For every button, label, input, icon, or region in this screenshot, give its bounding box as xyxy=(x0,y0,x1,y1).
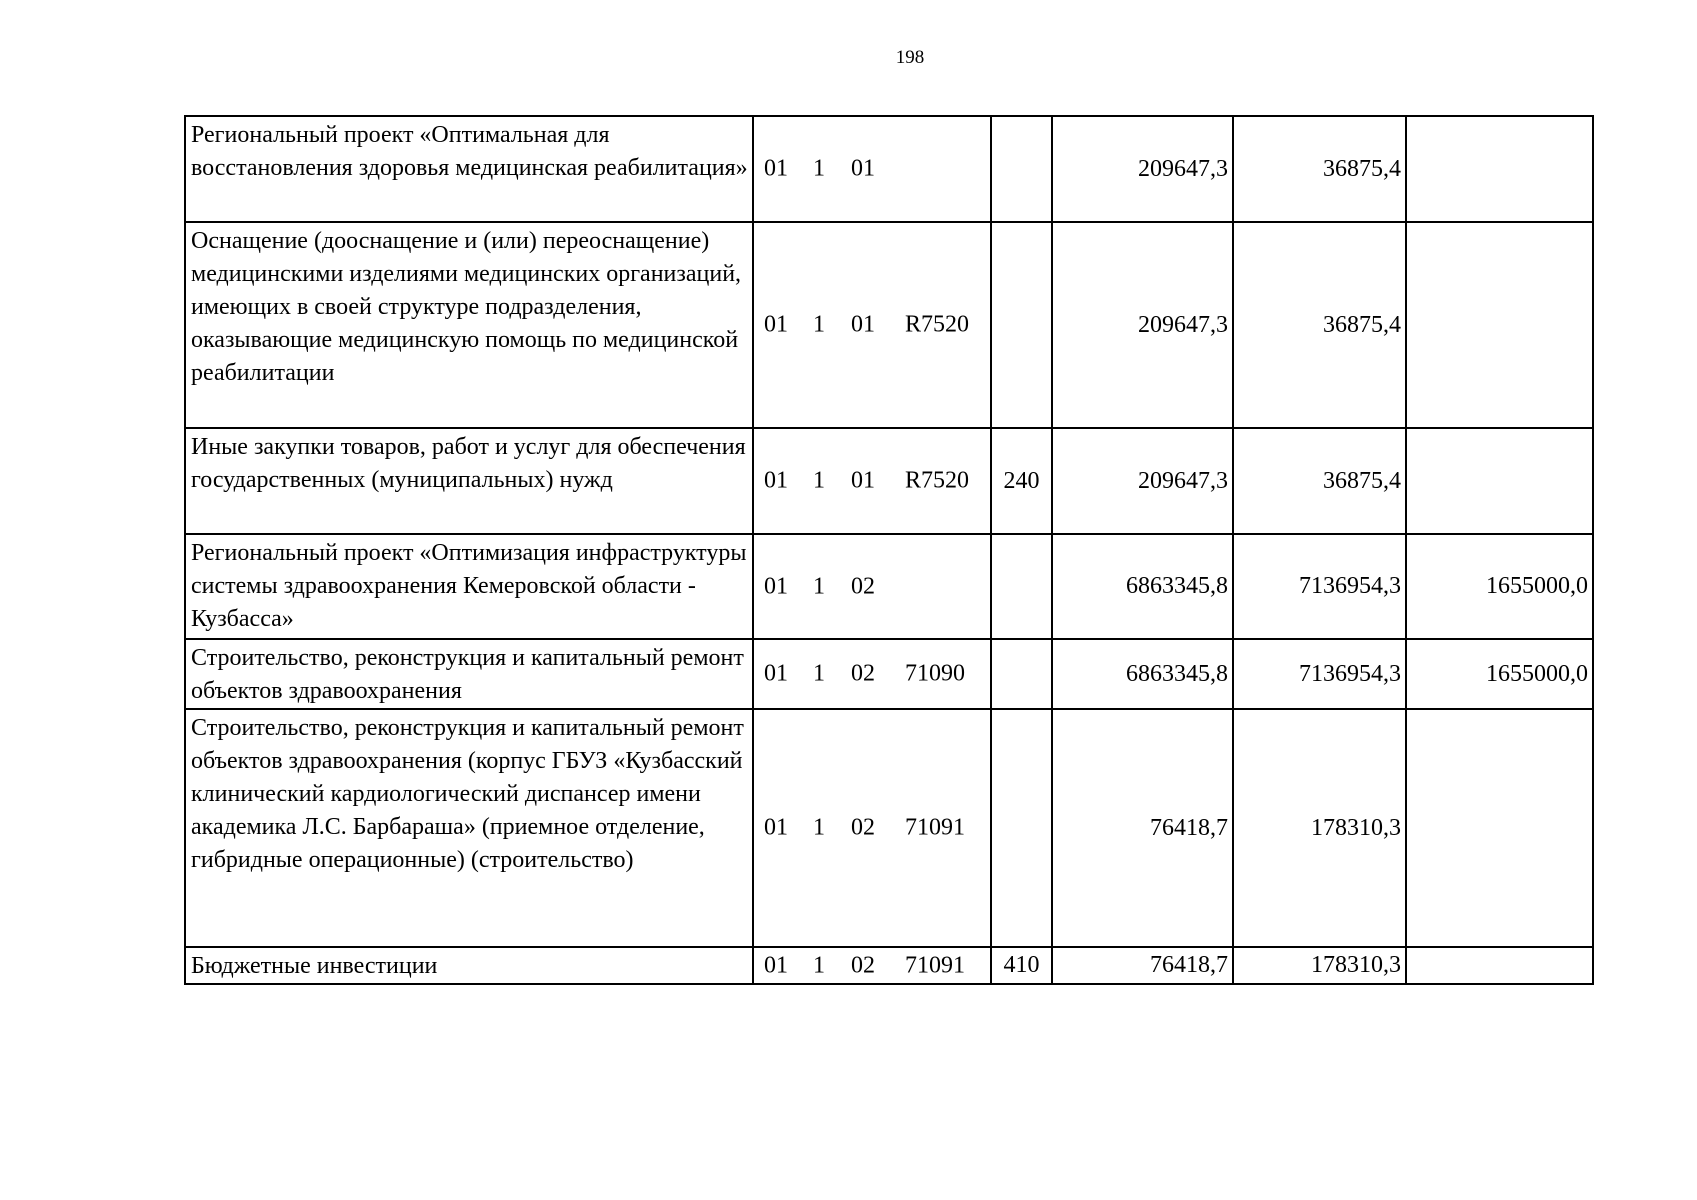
table-row xyxy=(185,534,1593,639)
subprogram-code: 1 xyxy=(813,660,825,687)
row-name: Бюджетные инвестиции xyxy=(185,947,753,984)
table-row xyxy=(185,428,1593,534)
subprogram-code: 1 xyxy=(813,573,825,599)
sum-year-1: 209647,3 xyxy=(1052,116,1233,222)
subprogram-code: 1 xyxy=(813,311,825,338)
sum-year-2: 7136954,3 xyxy=(1233,534,1406,639)
sum-year-1: 209647,3 xyxy=(1052,428,1233,534)
project-code: 02 xyxy=(851,660,875,687)
target-code xyxy=(753,947,991,984)
sum-year-3 xyxy=(1406,709,1593,947)
project-code: 01 xyxy=(851,155,875,182)
project-code: 01 xyxy=(851,311,875,338)
sum-year-1: 6863345,8 xyxy=(1052,639,1233,709)
sum-year-1: 76418,7 xyxy=(1052,947,1233,984)
row-name: Строительство, реконструкция и капитальный ремонт объектов здравоохранения xyxy=(185,639,753,709)
project-code: 02 xyxy=(851,814,875,841)
subprogram-code: 1 xyxy=(813,814,825,841)
table-row xyxy=(185,709,1593,947)
target-code xyxy=(753,709,991,947)
program-code: 01 xyxy=(764,814,788,841)
expense-type-code xyxy=(991,709,1052,947)
program-code: 01 xyxy=(764,467,788,494)
target-code xyxy=(753,222,991,428)
expense-type-code xyxy=(991,222,1052,428)
target-code xyxy=(753,428,991,534)
expense-type-code xyxy=(991,639,1052,709)
program-code: 01 xyxy=(764,155,788,182)
direction-code: 71091 xyxy=(905,952,965,978)
subprogram-code: 1 xyxy=(813,155,825,182)
sum-year-2: 7136954,3 xyxy=(1233,639,1406,709)
sum-year-1: 6863345,8 xyxy=(1052,534,1233,639)
sum-year-3 xyxy=(1406,116,1593,222)
sum-year-2: 36875,4 xyxy=(1233,428,1406,534)
table-row xyxy=(185,116,1593,222)
sum-year-2: 36875,4 xyxy=(1233,222,1406,428)
project-code: 01 xyxy=(851,467,875,494)
sum-year-1: 76418,7 xyxy=(1052,709,1233,947)
program-code: 01 xyxy=(764,311,788,338)
sum-year-3 xyxy=(1406,428,1593,534)
sum-year-3: 1655000,0 xyxy=(1406,534,1593,639)
sum-year-2: 178310,3 xyxy=(1233,709,1406,947)
direction-code: R7520 xyxy=(905,311,970,338)
project-code: 02 xyxy=(851,573,875,599)
sum-year-2: 178310,3 xyxy=(1233,947,1406,984)
expense-type-code xyxy=(991,534,1052,639)
expense-type-code xyxy=(991,116,1052,222)
table-row xyxy=(185,639,1593,709)
target-code xyxy=(753,116,991,222)
target-code xyxy=(753,639,991,709)
program-code: 01 xyxy=(764,952,788,978)
sum-year-3 xyxy=(1406,222,1593,428)
row-name: Региональный проект «Оптимизация инфраструктуры системы здравоохранения Кемеровской области - Кузбасса» xyxy=(185,534,753,639)
project-code: 02 xyxy=(851,952,875,978)
sum-year-2: 36875,4 xyxy=(1233,116,1406,222)
subprogram-code: 1 xyxy=(813,467,825,494)
row-name: Оснащение (дооснащение и (или) переоснащение) медицинскими изделиями медицинских организаций, имеющих в своей структуре подразделения, оказывающие медицинскую помощь по медицинской реабилитации xyxy=(185,222,753,428)
row-name: Строительство, реконструкция и капитальный ремонт объектов здравоохранения (корпус ГБУЗ «Кузбасский клинический кардиологический диспансер имени академика Л.С. Барбараша» (приемное отделение, гибридные операционные) (строительство) xyxy=(185,709,753,947)
table-row xyxy=(185,222,1593,428)
program-code: 01 xyxy=(764,660,788,687)
target-code xyxy=(753,534,991,639)
direction-code: R7520 xyxy=(905,467,970,494)
expense-type-code: 410 xyxy=(991,947,1052,984)
row-name: Региональный проект «Оптимальная для восстановления здоровья медицинская реабилитация» xyxy=(185,116,753,222)
sum-year-3 xyxy=(1406,947,1593,984)
page-number: 198 xyxy=(895,47,925,68)
direction-code: 71090 xyxy=(905,660,965,687)
table-row xyxy=(185,947,1593,984)
expense-type-code: 240 xyxy=(991,428,1052,534)
sum-year-1: 209647,3 xyxy=(1052,222,1233,428)
program-code: 01 xyxy=(764,573,788,599)
direction-code: 71091 xyxy=(905,814,965,841)
sum-year-3: 1655000,0 xyxy=(1406,639,1593,709)
subprogram-code: 1 xyxy=(813,952,825,978)
budget-table xyxy=(184,115,1594,985)
row-name: Иные закупки товаров, работ и услуг для обеспечения государственных (муниципальных) нужд xyxy=(185,428,753,534)
